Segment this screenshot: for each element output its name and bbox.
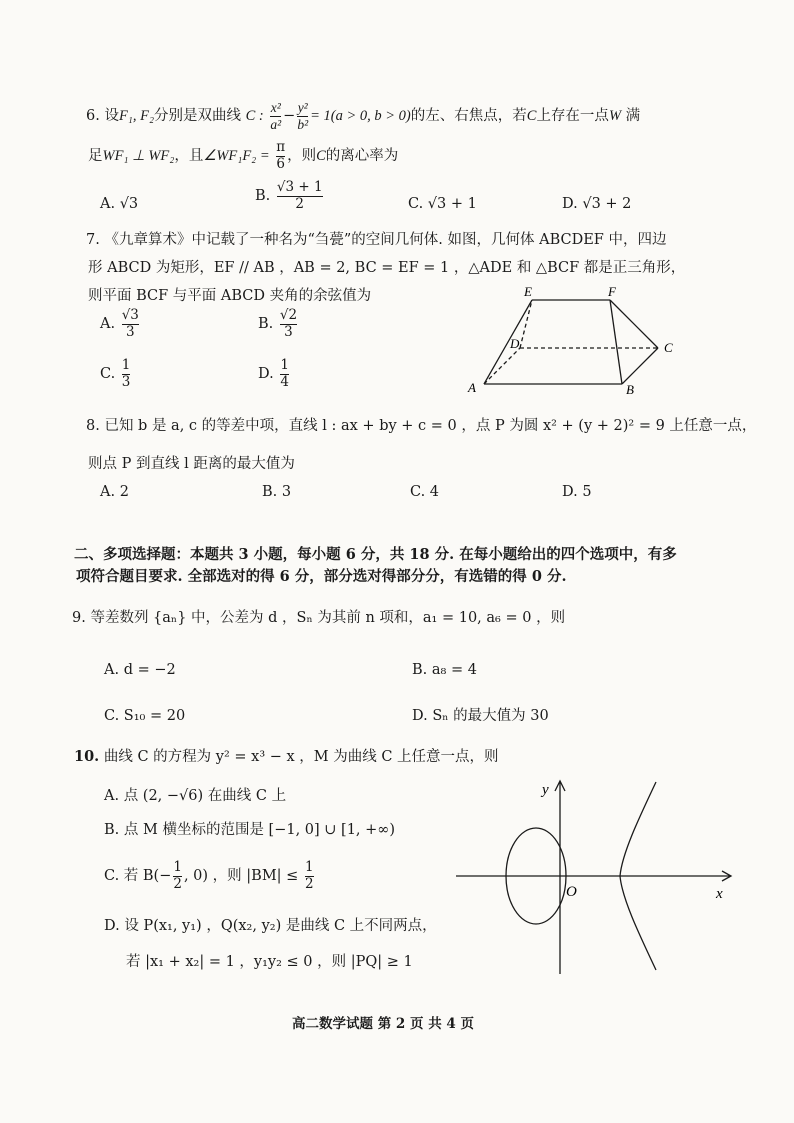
numerator: y² <box>297 100 308 115</box>
label-f: F <box>608 284 616 299</box>
denominator: 3 <box>122 324 139 341</box>
edge-bf <box>610 300 622 384</box>
text: 上存在一点 <box>536 108 609 125</box>
q6-number: 6. <box>86 108 100 125</box>
q10-line1 <box>74 748 499 766</box>
label: A. <box>100 316 116 333</box>
label-e: E <box>524 284 532 299</box>
text: 曲线 C 的方程为 y² = x³ − x ，M 为曲线 C 上任意一点，则 <box>103 749 499 765</box>
math: F₁, F₂ <box>118 108 154 125</box>
q7-solid-figure <box>460 284 690 402</box>
q10-option-b: B. 点 M 横坐标的范围是 [−1, 0] ∪ [1, +∞) <box>104 822 396 838</box>
page-footer: 高二数学试题 第 2 页 共 4 页 <box>292 1016 474 1032</box>
numerator: 1 <box>280 357 289 373</box>
numerator: √3 + 1 <box>276 179 323 195</box>
q6-line1: 6. 设F₁, F₂分别是双曲线 C : $\frac{\text{x²}}{\text{a²}}$ − $\frac{\text{y²}}{\text{b²}}$ = 1(a > 0, b > 0)的左、右焦点，若C上存在一点W 满 <box>86 100 641 132</box>
text: 《九章算术》中记载了一种名为“刍甍”的空间几何体. 如图，几何体 ABCDEF 中，四边 <box>104 232 667 248</box>
origin-label: O <box>566 884 577 900</box>
text: 足 <box>88 148 103 165</box>
q10-curve-graph <box>450 770 750 980</box>
fraction <box>305 860 314 892</box>
text: , 0) ，则 |BM| ≤ <box>183 868 299 885</box>
q8-option-a: A. 2 <box>100 484 129 500</box>
x-label: x <box>716 886 723 902</box>
q10-option-c <box>104 860 316 892</box>
q9-number: 9. <box>72 610 86 626</box>
fraction <box>280 308 297 340</box>
q6-option-b <box>255 180 325 212</box>
denominator: 3 <box>280 324 297 341</box>
q8-line2: 则点 P 到直线 l 距离的最大值为 <box>88 456 295 472</box>
fraction <box>270 100 281 132</box>
text: 已知 b 是 a, c 的等差中项，直线 l : ax + by + c = 0 ，点 P 为圆 x² + (y + 2)² = 9 上任意一点， <box>104 418 757 434</box>
denominator: b² <box>297 116 309 132</box>
math: C : <box>245 108 264 125</box>
q7-number: 7. <box>86 232 100 248</box>
text: 设 <box>104 108 119 125</box>
numerator: √3 <box>121 307 139 323</box>
text: 的离心率为 <box>325 148 399 165</box>
edge-cf <box>610 300 658 348</box>
q10-option-d-line2: 若 |x₁ + x₂| = 1 ，y₁y₂ ≤ 0 ，则 |PQ| ≥ 1 <box>126 954 413 970</box>
label-a: A <box>468 380 476 395</box>
label-c: C <box>664 340 673 355</box>
section2-line1: 二、多项选择题：本题共 3 小题，每小题 6 分，共 18 分. 在每小题给出的四个选项中，有多 <box>74 546 677 563</box>
q7-option-a <box>100 308 141 340</box>
q8-number: 8. <box>86 418 100 434</box>
numerator: √2 <box>279 307 298 323</box>
fraction <box>280 358 289 390</box>
denominator: 4 <box>280 373 289 390</box>
label-d: D <box>510 336 520 351</box>
text: ，且 <box>174 148 204 165</box>
q8-line1 <box>86 418 756 435</box>
q9-option-d: D. Sₙ 的最大值为 30 <box>412 708 549 724</box>
text: 分别是双曲线 <box>154 108 241 125</box>
q9-option-b: B. a₈ = 4 <box>412 662 477 678</box>
q7-line3: 则平面 BCF 与平面 ABCD 夹角的余弦值为 <box>88 288 372 304</box>
denominator: 6 <box>276 155 285 172</box>
numerator: 1 <box>121 357 131 373</box>
q8-option-c: C. 4 <box>410 484 440 500</box>
math: ∠WF₁F₂ = <box>203 148 270 165</box>
text: 等差数列 {aₙ} 中，公差为 d ，Sₙ 为其前 n 项和，a₁ = 10, a₆ = 0 ，则 <box>90 610 566 626</box>
denominator: 3 <box>121 373 131 390</box>
label: B. <box>258 316 274 333</box>
fraction <box>122 308 139 340</box>
q7-line2: 形 ABCD 为矩形，EF // AB ，AB = 2, BC = EF = 1 ，△ADE 和 △BCF 都是正三角形， <box>88 260 686 276</box>
math: WF₁ ⊥ WF₂ <box>102 148 175 165</box>
text: C. 若 B(− <box>104 868 172 885</box>
y-label: y <box>542 782 549 798</box>
q6-option-a: A. √3 <box>100 196 139 212</box>
q10-option-d-line1: D. 设 P(x₁, y₁) ，Q(x₂, y₂) 是曲线 C 上不同两点， <box>104 918 437 934</box>
numerator: π <box>276 139 286 155</box>
denominator: a² <box>270 116 282 132</box>
label: C. <box>100 366 116 383</box>
denominator: 2 <box>277 196 323 213</box>
numerator: x² <box>270 100 281 115</box>
q8-option-b: B. 3 <box>262 484 292 500</box>
edge-bc <box>622 348 658 384</box>
math: C <box>316 148 326 165</box>
q10-option-a: A. 点 (2, −√6) 在曲线 C 上 <box>104 788 287 804</box>
label: B. <box>255 188 271 205</box>
fraction <box>297 100 308 132</box>
section2-line2: 项符合题目要求. 全部选对的得 6 分，部分选对得部分分，有选错的得 0 分. <box>76 568 567 585</box>
text: 的左、右焦点，若 <box>410 108 527 125</box>
numerator: 1 <box>304 859 314 875</box>
q6-option-d: D. √3 + 2 <box>562 196 632 212</box>
q7-option-d <box>258 358 291 390</box>
math: C <box>526 108 537 125</box>
math: = 1(a > 0, b > 0) <box>310 108 411 125</box>
denominator: 2 <box>173 875 182 892</box>
q6-option-c: C. √3 + 1 <box>408 196 477 212</box>
numerator: 1 <box>173 859 182 875</box>
q6-line2 <box>88 140 398 172</box>
label: D. <box>258 366 274 383</box>
denominator: 2 <box>304 875 314 892</box>
text: 满 <box>625 108 641 125</box>
math: W <box>608 108 622 125</box>
fraction <box>173 860 182 892</box>
q8-option-d: D. 5 <box>562 484 592 500</box>
text: ，则 <box>287 148 317 165</box>
q7-option-c <box>100 358 132 390</box>
fraction <box>122 358 131 390</box>
q10-number: 10. <box>74 748 100 765</box>
fraction <box>277 180 323 212</box>
edge-ae <box>484 300 532 384</box>
fraction <box>276 140 285 172</box>
q9-option-c: C. S₁₀ = 20 <box>104 708 186 724</box>
q9-line1 <box>72 610 565 627</box>
label-b: B <box>626 382 634 397</box>
q7-option-b <box>258 308 299 340</box>
q9-option-a: A. d = −2 <box>104 662 176 678</box>
edge-de-hidden <box>520 300 532 348</box>
q7-line1 <box>86 232 666 249</box>
